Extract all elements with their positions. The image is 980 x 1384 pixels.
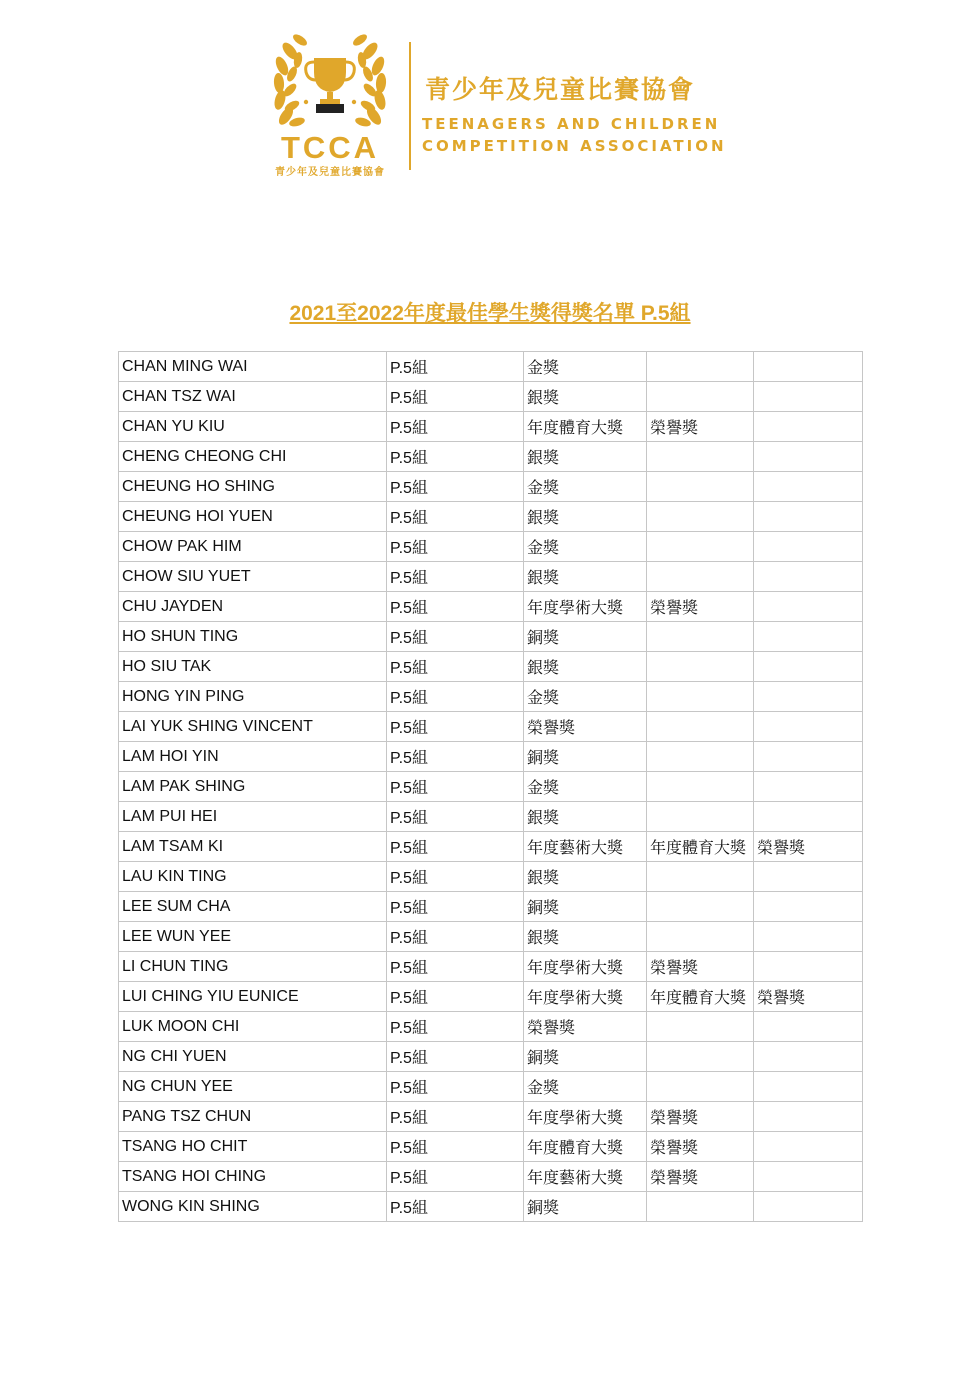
award-cell-3: [754, 862, 863, 892]
award-cell-1: 銀獎: [524, 802, 647, 832]
award-cell-2: 榮譽獎: [647, 1162, 754, 1192]
group-cell: P.5組: [387, 682, 524, 712]
group-cell: P.5組: [387, 352, 524, 382]
award-cell-1: 年度藝術大獎: [524, 1162, 647, 1192]
award-cell-3: [754, 622, 863, 652]
table-row: [119, 772, 863, 802]
student-name-cell: CHEUNG HO SHING: [119, 472, 387, 502]
table-row: [119, 412, 863, 442]
award-cell-1: 金獎: [524, 352, 647, 382]
award-cell-3: 榮譽獎: [754, 982, 863, 1012]
award-cell-2: [647, 892, 754, 922]
document-title: 2021至2022年度最佳學生獎得獎名單 P.5組: [289, 302, 691, 325]
award-cell-2: 年度體育大獎: [647, 982, 754, 1012]
table-row: [119, 1042, 863, 1072]
student-name-cell: LAM TSAM KI: [119, 832, 387, 862]
award-cell-3: 榮譽獎: [754, 832, 863, 862]
table-row: [119, 1012, 863, 1042]
table-row: [119, 742, 863, 772]
award-cell-3: [754, 562, 863, 592]
group-cell: P.5組: [387, 742, 524, 772]
group-cell: P.5組: [387, 1072, 524, 1102]
table-row: [119, 562, 863, 592]
group-cell: P.5組: [387, 712, 524, 742]
group-cell: P.5組: [387, 892, 524, 922]
student-name-cell: LAM HOI YIN: [119, 742, 387, 772]
tcca-logo: [270, 30, 390, 180]
student-name-cell: LAM PUI HEI: [119, 802, 387, 832]
student-name-cell: LEE WUN YEE: [119, 922, 387, 952]
award-cell-2: [647, 1012, 754, 1042]
group-cell: P.5組: [387, 802, 524, 832]
award-cell-1: 榮譽獎: [524, 712, 647, 742]
award-cell-3: [754, 922, 863, 952]
award-cell-1: 年度學術大獎: [524, 1102, 647, 1132]
student-name-cell: CHAN YU KIU: [119, 412, 387, 442]
award-cell-2: 榮譽獎: [647, 592, 754, 622]
student-name-cell: TSANG HO CHIT: [119, 1132, 387, 1162]
student-name-cell: PANG TSZ CHUN: [119, 1102, 387, 1132]
award-cell-2: [647, 442, 754, 472]
table-row: [119, 592, 863, 622]
student-name-cell: CHEUNG HOI YUEN: [119, 502, 387, 532]
student-name-cell: LUK MOON CHI: [119, 1012, 387, 1042]
group-cell: P.5組: [387, 442, 524, 472]
group-cell: P.5組: [387, 1042, 524, 1072]
student-name-cell: HO SHUN TING: [119, 622, 387, 652]
award-cell-3: [754, 1192, 863, 1222]
award-cell-3: [754, 1102, 863, 1132]
awards-table: [118, 351, 863, 1222]
group-cell: P.5組: [387, 832, 524, 862]
award-cell-2: [647, 742, 754, 772]
award-cell-1: 銅獎: [524, 1042, 647, 1072]
award-cell-2: [647, 622, 754, 652]
award-cell-1: 銀獎: [524, 862, 647, 892]
student-name-cell: LAU KIN TING: [119, 862, 387, 892]
award-cell-3: [754, 412, 863, 442]
award-cell-2: [647, 652, 754, 682]
award-cell-1: 銀獎: [524, 442, 647, 472]
award-cell-2: [647, 472, 754, 502]
table-row: [119, 922, 863, 952]
student-name-cell: WONG KIN SHING: [119, 1192, 387, 1222]
student-name-cell: LUI CHING YIU EUNICE: [119, 982, 387, 1012]
award-cell-1: 銀獎: [524, 652, 647, 682]
table-row: [119, 472, 863, 502]
award-cell-1: 銀獎: [524, 922, 647, 952]
award-cell-3: [754, 1072, 863, 1102]
award-cell-3: [754, 532, 863, 562]
award-cell-2: [647, 682, 754, 712]
table-row: [119, 982, 863, 1012]
student-name-cell: CHAN MING WAI: [119, 352, 387, 382]
group-cell: P.5組: [387, 952, 524, 982]
award-cell-3: [754, 742, 863, 772]
group-cell: P.5組: [387, 502, 524, 532]
student-name-cell: HONG YIN PING: [119, 682, 387, 712]
student-name-cell: NG CHUN YEE: [119, 1072, 387, 1102]
group-cell: P.5組: [387, 592, 524, 622]
award-cell-1: 年度藝術大獎: [524, 832, 647, 862]
group-cell: P.5組: [387, 562, 524, 592]
award-cell-1: 金獎: [524, 682, 647, 712]
student-name-cell: LI CHUN TING: [119, 952, 387, 982]
award-cell-3: [754, 892, 863, 922]
group-cell: P.5組: [387, 772, 524, 802]
award-cell-2: 年度體育大獎: [647, 832, 754, 862]
group-cell: P.5組: [387, 1102, 524, 1132]
group-cell: P.5組: [387, 1132, 524, 1162]
award-cell-2: 榮譽獎: [647, 1102, 754, 1132]
table-row: [119, 1132, 863, 1162]
award-cell-2: [647, 862, 754, 892]
award-cell-1: 榮譽獎: [524, 1012, 647, 1042]
award-cell-3: [754, 592, 863, 622]
group-cell: P.5組: [387, 1162, 524, 1192]
table-row: [119, 802, 863, 832]
group-cell: P.5組: [387, 982, 524, 1012]
student-name-cell: CHOW PAK HIM: [119, 532, 387, 562]
student-name-cell: TSANG HOI CHING: [119, 1162, 387, 1192]
award-cell-1: 年度學術大獎: [524, 592, 647, 622]
award-cell-1: 年度體育大獎: [524, 1132, 647, 1162]
table-row: [119, 1102, 863, 1132]
student-name-cell: LAM PAK SHING: [119, 772, 387, 802]
award-cell-2: 榮譽獎: [647, 412, 754, 442]
award-cell-1: 金獎: [524, 472, 647, 502]
table-row: [119, 862, 863, 892]
header-divider: [409, 42, 411, 170]
award-cell-3: [754, 472, 863, 502]
award-cell-3: [754, 772, 863, 802]
group-cell: P.5組: [387, 1012, 524, 1042]
award-cell-1: 銅獎: [524, 1192, 647, 1222]
org-name-chinese: 青少年及兒童比賽協會: [425, 76, 696, 104]
student-name-cell: LAI YUK SHING VINCENT: [119, 712, 387, 742]
group-cell: P.5組: [387, 1192, 524, 1222]
award-cell-2: [647, 1072, 754, 1102]
student-name-cell: NG CHI YUEN: [119, 1042, 387, 1072]
award-cell-3: [754, 652, 863, 682]
award-cell-1: 年度體育大獎: [524, 412, 647, 442]
table-row: [119, 652, 863, 682]
award-cell-2: [647, 712, 754, 742]
award-cell-3: [754, 1132, 863, 1162]
award-cell-3: [754, 1012, 863, 1042]
student-name-cell: CHENG CHEONG CHI: [119, 442, 387, 472]
award-cell-3: [754, 442, 863, 472]
table-row: [119, 952, 863, 982]
award-cell-1: 銀獎: [524, 502, 647, 532]
award-cell-3: [754, 682, 863, 712]
award-cell-1: 金獎: [524, 1072, 647, 1102]
award-cell-1: 年度學術大獎: [524, 982, 647, 1012]
award-cell-3: [754, 1042, 863, 1072]
student-name-cell: CHAN TSZ WAI: [119, 382, 387, 412]
group-cell: P.5組: [387, 862, 524, 892]
award-cell-3: [754, 352, 863, 382]
award-cell-1: 銀獎: [524, 382, 647, 412]
logo-caption: 青少年及兒童比賽協會: [275, 167, 385, 178]
award-cell-1: 金獎: [524, 532, 647, 562]
table-row: [119, 832, 863, 862]
table-row: [119, 442, 863, 472]
award-cell-2: 榮譽獎: [647, 952, 754, 982]
award-cell-2: [647, 502, 754, 532]
award-cell-3: [754, 1162, 863, 1192]
award-cell-3: [754, 802, 863, 832]
award-cell-3: [754, 502, 863, 532]
award-cell-1: 銅獎: [524, 742, 647, 772]
table-row: [119, 532, 863, 562]
group-cell: P.5組: [387, 412, 524, 442]
table-row: [119, 352, 863, 382]
award-cell-2: 榮譽獎: [647, 1132, 754, 1162]
table-row: [119, 1072, 863, 1102]
student-name-cell: HO SIU TAK: [119, 652, 387, 682]
org-name-english-line1: TEENAGERS AND CHILDREN: [422, 115, 721, 133]
group-cell: P.5組: [387, 472, 524, 502]
table-row: [119, 502, 863, 532]
group-cell: P.5組: [387, 652, 524, 682]
student-name-cell: LEE SUM CHA: [119, 892, 387, 922]
table-row: [119, 1192, 863, 1222]
award-cell-1: 銅獎: [524, 622, 647, 652]
award-cell-1: 銅獎: [524, 892, 647, 922]
table-row: [119, 1162, 863, 1192]
student-name-cell: CHOW SIU YUET: [119, 562, 387, 592]
group-cell: P.5組: [387, 922, 524, 952]
laurel-wreath-icon: [270, 30, 390, 140]
award-cell-3: [754, 712, 863, 742]
table-row: [119, 892, 863, 922]
award-cell-2: [647, 382, 754, 412]
trophy-icon: [306, 58, 355, 113]
award-cell-2: [647, 922, 754, 952]
table-row: [119, 622, 863, 652]
header: [270, 30, 730, 180]
award-cell-1: 年度學術大獎: [524, 952, 647, 982]
table-row: [119, 382, 863, 412]
logo-letters: TCCA: [280, 130, 380, 165]
student-name-cell: CHU JAYDEN: [119, 592, 387, 622]
award-cell-1: 銀獎: [524, 562, 647, 592]
award-cell-2: [647, 562, 754, 592]
award-cell-2: [647, 1042, 754, 1072]
award-cell-3: [754, 952, 863, 982]
award-cell-1: 金獎: [524, 772, 647, 802]
org-name-english-line2: COMPETITION ASSOCIATION: [422, 137, 727, 155]
table-row: [119, 712, 863, 742]
award-cell-2: [647, 1192, 754, 1222]
award-cell-2: [647, 772, 754, 802]
award-cell-3: [754, 382, 863, 412]
group-cell: P.5組: [387, 622, 524, 652]
award-cell-2: [647, 532, 754, 562]
award-cell-2: [647, 352, 754, 382]
awards-table-body: [119, 352, 863, 1222]
table-row: [119, 682, 863, 712]
award-cell-2: [647, 802, 754, 832]
group-cell: P.5組: [387, 532, 524, 562]
group-cell: P.5組: [387, 382, 524, 412]
